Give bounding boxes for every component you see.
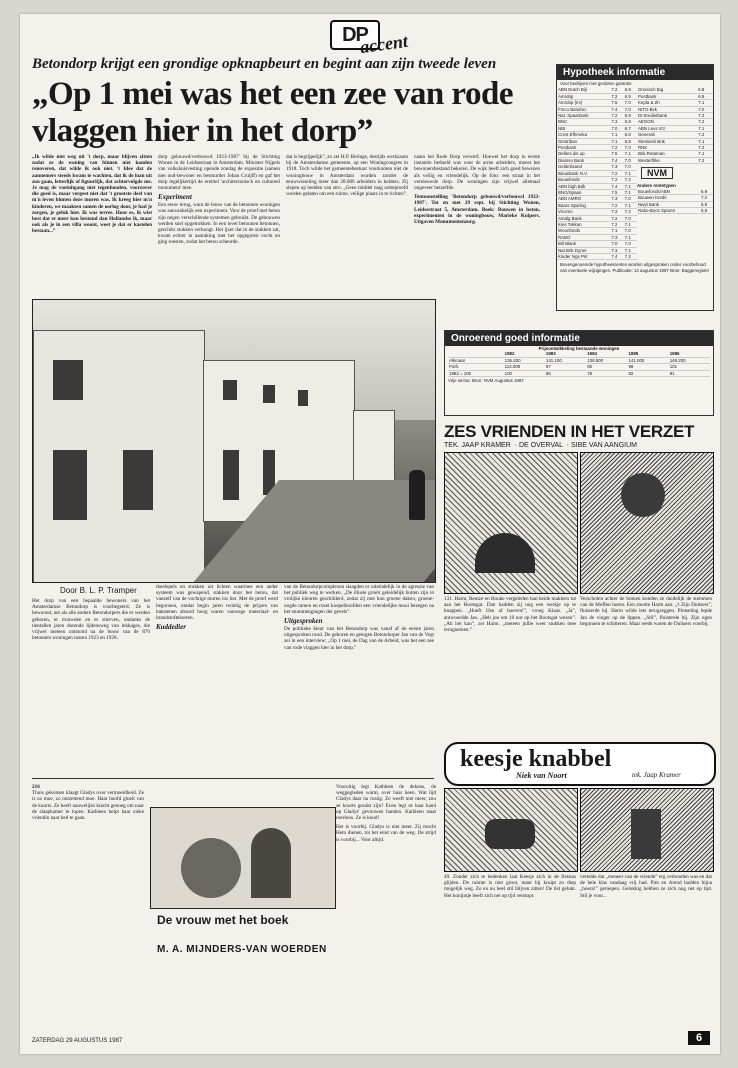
table-cell: 7.1 xyxy=(624,247,637,253)
table-cell: ABN bigh Bdk xyxy=(557,183,610,189)
table-cell: 7.1 xyxy=(624,170,637,176)
table-cell: Baars Sparing xyxy=(557,202,610,208)
mortgage-info-box xyxy=(556,64,714,311)
divider xyxy=(32,778,434,779)
table-cell: 7.2 xyxy=(700,195,713,201)
subhead-kuddedier: Kuddedier xyxy=(156,623,186,632)
table-cell: Stessesh Bnk xyxy=(637,138,697,144)
table-cell: 7.2 xyxy=(697,145,713,151)
column-text: dorp gebouwd/verbouwd 1923-1987' bij de Stichting Wonen in de Leidsestraat in Amsterdam. Minister Nijpels van volkshuisvesting opende zondag de expositie (samen met oud-bewoner en bestuurder Johan Cruijff) en gaf het dorp tegelijkertijd de eretitel 'architectonisch en cultureel monument' mee. xyxy=(158,154,280,192)
table-cell: 6.8 xyxy=(624,138,637,144)
real-estate-subtitle: Prijsontwikkeling bestaande woningen xyxy=(538,346,620,351)
subhead-uitgesproken: Uitgesproken xyxy=(284,617,323,626)
comic1-credit: TEK. JAAP KRAMER xyxy=(444,442,511,449)
year-header: 1986 xyxy=(669,351,710,357)
table-cell: 7.2 xyxy=(624,177,637,183)
table-cell: ABN Levs Vrz xyxy=(637,125,697,131)
table-cell: 136.200 xyxy=(504,357,545,363)
table-cell: 7.3 xyxy=(610,119,623,125)
table-cell: 7.0 xyxy=(624,164,637,170)
table-cell: 7.1 xyxy=(697,100,713,106)
mortgage-row xyxy=(557,253,637,259)
table-cell: 7.0 xyxy=(624,215,637,221)
table-cell: Rabo-Bocs Sparen xyxy=(637,207,700,213)
comic1-panel-left xyxy=(444,452,578,594)
table-cell: 7.0 xyxy=(624,145,637,151)
comic2-text-right: vertelde dat „meneer van de vriende” erg verbonden was en dat de hele klas vandaag vrij had. Pim en Arend hadden bijna „hoera!” geroepen. Gelukkig hebben ze zich nog net op tijd. Stil je voor... xyxy=(580,874,712,899)
comic2-header xyxy=(444,742,716,786)
table-cell: 6.8 xyxy=(697,87,713,93)
table-cell: ABN Dutch Bijl xyxy=(557,87,610,93)
table-cell: 7.2 xyxy=(610,215,623,221)
table-cell: 7.0 xyxy=(610,125,623,131)
table-cell: 7.0 xyxy=(610,241,623,247)
table-cell: Bouwfonds/ABN xyxy=(637,189,700,195)
real-estate-note: Vrije sector. Bron: NVM Augustus 1987 xyxy=(448,378,524,384)
table-cell: Gelderlaand xyxy=(557,164,610,170)
column-text: theelepels en stukken uit lichten waarmee een ander systeem was gewapend, stakken door het beton, dat vanzelf van de vochtige muren los liet. Met de proef werd begonnen, omdat begin jaren twintig de prijzen van bakstenen absurd hoog waren vanwege materiaal- en brandstoftekorten. xyxy=(156,584,278,622)
table-cell: 7.0 xyxy=(624,196,637,202)
serial-illustration xyxy=(150,807,336,909)
table-cell: NIB xyxy=(557,125,610,131)
table-cell: Amrobp (Irv) xyxy=(557,100,610,106)
table-cell: 6.9 xyxy=(700,201,713,207)
table-cell: Diamso Bank xyxy=(557,157,610,163)
table-cell: 7.1 xyxy=(610,228,623,234)
table-cell: Gmeloch Big xyxy=(637,87,697,93)
column-text: van de Betondorpcomplexen slaagden er uiteindelijk in de agressie van het publiek weg te werken. „De illusie groeit geleidelijk buiten zijn in vrolijke kleuren geschilderd, zodat zij met hun groene daken, groene-oogde ramen en rozet koepelhoofden een vriendelijke mooi bezegen na het stummengingen der gevels”. xyxy=(284,584,434,615)
article-lead: „Ik wilde niet weg uit 't dorp, maar blijven zitten zodat ze de woning van binnen niet konden renoveren, dat wilde ik ook niet. 't Idee dat de aannemers steeds kwam te wachten, dat ik de loan uit zou gaan, letterlijk of figuurlijk, dat achtervolgde me. Je mag de voetuitgang niet tegenhouden, voorzover die goed is, maar vergeet niet dat 't grootste deel van m'n leven binnen deze muren was. Ik kreeg hier m'n kinderen, we maakten samen de oorlog door, je had je zorgen, je geluk hier. Ik was terree. Hoor es, ik wist best dat er meer kon bestond dan Hollandse ik, maar ook als je in een villa woont, weet je dat er kastelen bestaan...” xyxy=(32,154,152,235)
table-cell: 148.200 xyxy=(669,357,710,363)
comic1-text-left: 131. Harm, Rentze en Bouke vergeleden ban heide makkers tot aan het Bootsgat. Dan hadden zij nog een werkje op te knappen. „Hoeft IJse af hoeven!”, vroeg Klaas. „Ja”, antwoordde Jan. „Heb jou om 10 uur op het Bootsgat wezen”. „Ah het kan”, zei Harm. „meteen jullie weer stukken mee terugnemen.” xyxy=(444,596,576,634)
table-cell: RNK xyxy=(637,145,697,151)
mortgage-row xyxy=(637,157,713,163)
comic1-title: ZES VRIENDEN IN HET VERZET xyxy=(444,422,695,441)
table-cell: Bnk Retaman xyxy=(637,151,697,157)
column-text: dat is begrijpelijk”, zo zei H.P. Berlage, destijds werkzaam bij de Amsterdamse gemeente, op een Woningcongres in 1918. Toch wilde het gemeentebestuur voorkomen niet de woningbouw in Amsterdam worden zonder de eeuwwisseling meer dan 28.000 arbeiders in kelders. Zij slepen op bedden van stro. „Geen middel mag onbeproefd worden gelaten om een ruime, veilige plaats in te richten”. xyxy=(286,154,408,198)
serial-column-3 xyxy=(336,784,436,1034)
logo-mark: DP xyxy=(330,20,380,50)
column-text: Vooruitig legt Kathleen de dekens, de weggegleden warm, over haar heen. Wat lijd Gladys daar nu rustig. Ze weeft niet meer, zou ze koorts gezakt zijn? Even legt ze haar hand op Gladys' gevouwen handen. Kathleen staat roerloos. Ze is koud! xyxy=(336,784,436,822)
table-cell: 7.2 xyxy=(610,202,623,208)
comic2-title: keesje knabbel xyxy=(460,746,612,772)
article-column-3 xyxy=(286,154,408,294)
real-estate-title: Onroerend goed informatie xyxy=(445,331,713,346)
article-kicker: Betondorp krijgt een grondige opknapbeurt en begint aan zijn tweede leven xyxy=(32,56,497,72)
table-cell: 6.9 xyxy=(624,87,637,93)
serial-title: De vrouw met het boek xyxy=(157,913,289,927)
table-cell: 7.0 xyxy=(624,100,637,106)
table-cell: 7.2 xyxy=(610,221,623,227)
table-cell: 7.2 xyxy=(624,209,637,215)
article-column-2 xyxy=(158,154,280,294)
table-cell: 6.9 xyxy=(624,113,637,119)
table-cell: 7.2 xyxy=(610,87,623,93)
table-cell: Nat Bnk Dyner xyxy=(557,247,610,253)
table-cell: Gestriban xyxy=(557,138,610,144)
column-text: naam het Rode Dorp verwerf. Hoewel het dorp in eerste instantie bedoeld was voor de arme arbeiders, moest het bewonersbestand bekeren. De wijk heeft zich goed bewezen als veilig en vriendelijk. Op de foto: een straat in het vernieuwde dorp. De woningen zijn vrijwel allemaal ongeveer hetzelfde. xyxy=(414,154,540,192)
table-cell: AEGON xyxy=(637,119,697,125)
table-cell: Crest Efhmeka xyxy=(557,132,610,138)
table-cell: 7.1 xyxy=(624,234,637,240)
section-name: accent xyxy=(358,30,410,58)
mortgage-table-left xyxy=(557,87,637,260)
table-cell: 100 xyxy=(504,370,545,376)
table-cell: Westerftike xyxy=(637,157,697,163)
table-cell: 7.5 xyxy=(610,189,623,195)
column-text: De politieke kleur van het Betondorp was vanaf af de eerste jaren uitgesproken rood. De geboren en getogen Betondorper Jan van de Vegt zei in een interview: „Op 1 mei, de Dag van de Arbeid, was het een zee van rode vlaggen hier in het dorp.” xyxy=(284,626,434,651)
table-cell: 97 xyxy=(545,364,586,370)
table-cell: 7.2 xyxy=(610,113,623,119)
table-cell: 6.7 xyxy=(624,125,637,131)
other-rate-row xyxy=(637,207,713,213)
table-cell: 7.4 xyxy=(610,106,623,112)
table-cell: Dr.Kredietbank xyxy=(637,113,697,119)
table-cell: Poth. xyxy=(448,364,504,370)
year-header: 1983 xyxy=(545,351,586,357)
table-cell: 114.000 xyxy=(504,364,545,370)
mortgage-title: Hypotheek informatie xyxy=(557,65,713,80)
table-cell: 7.1 xyxy=(624,189,637,195)
table-cell: Nat. Spaarbank xyxy=(557,113,610,119)
table-cell: 7.1 xyxy=(610,132,623,138)
table-cell: 7.1 xyxy=(697,138,713,144)
price-row xyxy=(448,370,710,376)
table-cell: 6.9 xyxy=(697,93,713,99)
table-cell: 82 xyxy=(627,370,668,376)
year-header: 1982 xyxy=(504,351,545,357)
mortgage-subtitle: Voor bedrijven met gesloten garantie xyxy=(560,81,632,86)
table-cell: Postbank xyxy=(557,145,610,151)
comic1-author: SIBE VAN AANGIUM xyxy=(570,442,637,449)
column-text: Het dorp van een bepaalde bewoners van het Amsterdamse Betondorp is voorbegeerd. Ze is bewoond, net als alle andere Betondorpers die er werden geboren, er trouwden en er stierven, ondanks de tientallen jaren durende lijdensweg van lekkages, die vrijwel meteen ontstond na de bouw van de 870 betonnen woningen tussen 1923 en 1928. xyxy=(32,598,150,642)
table-cell: 7.1 xyxy=(624,202,637,208)
table-cell: 78 xyxy=(586,370,627,376)
table-cell: 7.2 xyxy=(624,253,637,259)
table-cell: 99 xyxy=(627,364,668,370)
column-text: Een eeuw terug, want de bouw van de betonnen woningen was aanvankelijk een experiment. Voor de proef met beton zijn negen verschillende systemen gebruikt. De gebouwen werden snel opgetrokken. In een tevel betonnen betonnen, geschikt stukken verhoogt. Het ijzer dat in de stukken zat, kwam echter in aanraking met het opgegoten vocht en ging roesten, zodat het beton scheurde. xyxy=(158,202,280,246)
column-text: Thuis gekomen klaagt Gladys over vermoeidheid. Ze is zo moe, zo ontzettend moe. Haar hoofd gloeit van de koorts. Ze heeft nauwelijks kracht genoeg om naar de slaapkamer te lopen. Kathleen helpt haar zieke vriendin naar bed te gaan. xyxy=(32,790,144,822)
table-cell: 7.2 xyxy=(610,177,623,183)
table-cell: 139.500 xyxy=(586,357,627,363)
table-cell: Amalg Bank xyxy=(557,215,610,221)
comic2-text-left: 49. Zonder zich te bedenken laat Keesje zich in de fietstas glijden. De ruimte is niet groot, maar hij kruipt zo diep mogelijk weg. Zo en nu heel stil blijven zitten! De list gelukt. Het konijntje beeft zich net op tijd verstopt. xyxy=(444,874,576,899)
table-cell: 6.8 xyxy=(700,207,713,213)
table-cell: 1982 = 100 xyxy=(448,370,504,376)
table-cell: 95 xyxy=(586,364,627,370)
table-cell: 7.1 xyxy=(610,138,623,144)
table-cell: 7.4 xyxy=(610,253,623,259)
table-cell: Bouwfonds xyxy=(557,177,610,183)
table-cell: BNG/Spaan xyxy=(557,189,610,195)
table-cell: 141.100 xyxy=(545,357,586,363)
column-text: Het is voorbij. Gladys is niet meer. Zij mocht Hem dienen, tot het eind van de weg. De strijd is voorbij... Voor altijd. xyxy=(336,824,436,843)
table-cell: Nwyt Bank xyxy=(637,201,700,207)
nvm-logo: NVM xyxy=(641,167,673,179)
table-cell: 6.8 xyxy=(624,132,637,138)
other-rates-table xyxy=(637,189,713,215)
table-cell: 86 xyxy=(545,370,586,376)
serial-number: 216 xyxy=(32,784,40,790)
serial-column-1 xyxy=(32,784,144,1034)
page-number: 6 xyxy=(688,1031,710,1045)
table-cell: 7.4 xyxy=(610,157,623,163)
table-cell: Kinder Ngs Pnt xyxy=(557,253,610,259)
table-cell: 7.1 xyxy=(624,221,637,227)
table-cell: Fmco Bandrec xyxy=(557,106,610,112)
table-cell: 141.000 xyxy=(627,357,668,363)
table-cell: Delbes dis up xyxy=(557,151,610,157)
table-cell: 7.2 xyxy=(610,145,623,151)
comic2-panel-left xyxy=(444,788,578,872)
mortgage-table-right xyxy=(637,87,713,164)
betondorp-street-photo xyxy=(32,299,436,583)
table-cell: Woonfonds xyxy=(557,228,610,234)
table-cell: RABO xyxy=(557,234,610,240)
table-cell: Postbank xyxy=(637,93,697,99)
table-cell: 7.2 xyxy=(610,170,623,176)
article-column-6 xyxy=(156,584,278,774)
table-cell: Bill Blank xyxy=(557,241,610,247)
newspaper-page xyxy=(20,14,720,1054)
exhibition-info: Tentoonstelling 'Betondorp gebouwd/verbouwd 1923-1987'. Tot en met 29 sept. bij Stichting Wonen, Leidsestraat 5, Amsterdam. Boek: Bouwen in beton, experimenten in de woningbouw, Marieke Kuipers. Uitgaven Monumentenzorg. xyxy=(414,194,540,226)
table-cell: 7.2 xyxy=(697,119,713,125)
real-estate-table xyxy=(448,351,710,377)
comic2-credit: tek. Jaap Kramer xyxy=(632,771,681,779)
table-cell: 7.4 xyxy=(610,183,623,189)
table-cell: Kepla & Zn xyxy=(637,100,697,106)
comic1-panel-right xyxy=(580,452,714,594)
table-cell: NITO Bvk xyxy=(637,106,697,112)
table-cell: 6.8 xyxy=(624,119,637,125)
table-cell: 7.3 xyxy=(610,247,623,253)
table-cell: Bouwbank N.V. xyxy=(557,170,610,176)
table-cell: 7.2 xyxy=(697,113,713,119)
table-cell: 91 xyxy=(669,370,710,376)
table-cell: 7.1 xyxy=(624,151,637,157)
table-cell: 7.2 xyxy=(697,132,713,138)
table-cell: Amrobp xyxy=(557,93,610,99)
article-headline: „Op 1 mei was het een zee van rode vlaggen hier in het dorp” xyxy=(32,76,513,149)
real-estate-info-box xyxy=(444,330,714,416)
table-cell: 7.1 xyxy=(624,183,637,189)
table-cell: Vicomo xyxy=(557,209,610,215)
table-cell: 6.9 xyxy=(700,189,713,195)
article-column-1 xyxy=(32,154,152,294)
comic1-header xyxy=(444,422,712,449)
table-cell: 7.0 xyxy=(624,228,637,234)
comic2-panel-right xyxy=(580,788,714,872)
subhead-experiment: Experiment xyxy=(158,193,192,202)
table-cell: Bouwen Kredit xyxy=(637,195,700,201)
table-cell: 7.5 xyxy=(610,100,623,106)
table-cell: 7.3 xyxy=(610,196,623,202)
table-cell: 7.0 xyxy=(697,106,713,112)
article-column-7 xyxy=(284,584,434,774)
table-cell: 7.0 xyxy=(624,106,637,112)
table-cell: 7.3 xyxy=(610,164,623,170)
table-cell: 7.1 xyxy=(697,151,713,157)
serial-author: M. A. MIJNDERS-VAN WOERDEN xyxy=(157,944,327,955)
photo-credit: Door B. L. P. Tramper xyxy=(60,586,137,595)
mortgage-footnote: Bovengenoemde hypotheekrentes worden uitgesproken onder voorbehoud van eventuele wijzigingen. Publicatie: 14 augustus 1987 Bron: Baggeregister xyxy=(560,262,710,273)
table-cell: Generali xyxy=(637,132,697,138)
table-cell: 6.9 xyxy=(624,93,637,99)
page-footer-date: ZATERDAG 29 AUGUSTUS 1987 xyxy=(32,1038,123,1044)
table-cell: 7.2 xyxy=(697,157,713,163)
table-cell: 7.3 xyxy=(610,209,623,215)
table-cell: BNC xyxy=(557,119,610,125)
table-cell: ABN AMRO xyxy=(557,196,610,202)
article-column-5 xyxy=(32,598,150,774)
table-cell: 7.0 xyxy=(624,241,637,247)
table-cell: 101 xyxy=(669,364,710,370)
table-cell: 7.0 xyxy=(624,157,637,163)
year-header: 1985 xyxy=(627,351,668,357)
comic2-subtitle: Niek van Noort xyxy=(516,771,567,780)
table-cell: Kies Tokkan xyxy=(557,221,610,227)
year-header: 1984 xyxy=(586,351,627,357)
table-cell: Alkmaar xyxy=(448,357,504,363)
comic1-episode: DE OVERVAL xyxy=(518,442,563,449)
table-cell: 7.5 xyxy=(610,151,623,157)
table-cell: 7.2 xyxy=(610,93,623,99)
masthead-logo xyxy=(320,20,440,58)
comic1-text-right: Verscholen achter de bomen konden ze duidelijk de stemmen van de Moffen horen. Een stootte Harm aan. „'t Zijn Duitsers”, fluisterde hij. Harm wilde iets terugzeggen. Plotseling lepde Jan de vinger op de lippen. „Stil”, fluisterde hij. Zijn ogen begonnen te schitteren. Maar reeds waren de Duitsers voorbij. xyxy=(580,596,712,627)
comic1-sub: TEK. JAAP KRAMER · DE OVERVAL · SIBE VAN AANGIUM xyxy=(444,442,637,449)
table-cell: 7.3 xyxy=(610,234,623,240)
other-rates-heading: Andere rentetypen xyxy=(637,183,676,189)
table-cell: 7.1 xyxy=(697,125,713,131)
